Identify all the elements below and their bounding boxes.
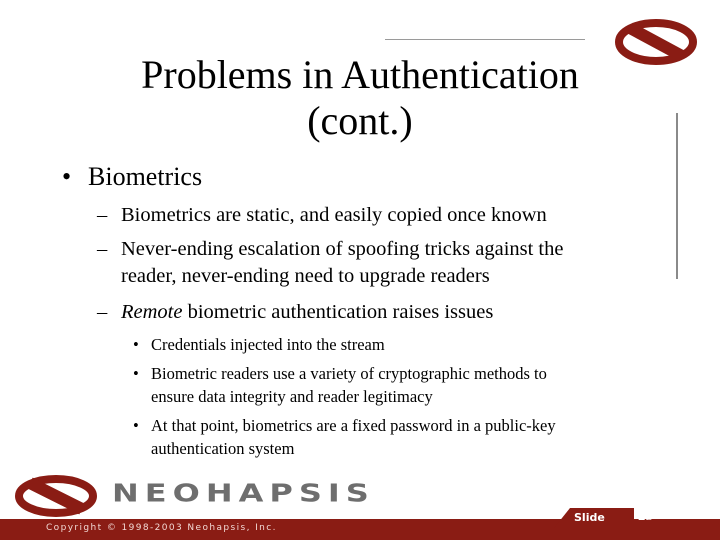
remote-emphasis: Remote bbox=[121, 301, 183, 323]
side-divider bbox=[676, 113, 678, 279]
slide-label: Slide bbox=[574, 511, 605, 524]
bullet-marker: • bbox=[62, 162, 72, 191]
neohapsis-logo-icon bbox=[14, 474, 98, 518]
copyright-notice: Copyright © 1998-2003 Neohapsis, Inc. bbox=[46, 523, 277, 533]
title-line: (cont.) bbox=[307, 98, 413, 143]
bullet-text: Biometrics bbox=[88, 162, 203, 191]
dash-marker: – bbox=[97, 301, 108, 323]
detail-text: At that point, biometrics are a fixed password in a public-key bbox=[151, 416, 556, 435]
slide-title bbox=[60, 52, 660, 144]
detail-text: Biometric readers use a variety of cryptographic methods to bbox=[151, 364, 547, 383]
top-divider bbox=[385, 39, 585, 40]
brand-wordmark: NEOHAPSIS bbox=[112, 478, 375, 508]
sub-bullet-text: Never-ending escalation of spoofing tricks against the bbox=[121, 238, 564, 260]
dash-marker: – bbox=[97, 238, 108, 260]
sub-bullet-text-cont: reader, never-ending need to upgrade readers bbox=[121, 265, 490, 287]
sub-bullet-text: Biometrics are static, and easily copied once known bbox=[121, 204, 547, 226]
dot-marker: • bbox=[133, 364, 139, 383]
remote-rest: biometric authentication raises issues bbox=[182, 301, 494, 323]
slide-number: 23 bbox=[638, 508, 653, 524]
title-line: Problems in Authentication bbox=[141, 52, 579, 97]
dot-marker: • bbox=[133, 416, 139, 435]
detail-text: Credentials injected into the stream bbox=[151, 335, 385, 354]
dash-marker: – bbox=[97, 204, 108, 226]
detail-text-cont: authentication system bbox=[151, 439, 295, 458]
sub-bullet-text bbox=[121, 300, 493, 325]
dot-marker: • bbox=[133, 335, 139, 354]
detail-text-cont: ensure data integrity and reader legitimacy bbox=[151, 387, 433, 406]
